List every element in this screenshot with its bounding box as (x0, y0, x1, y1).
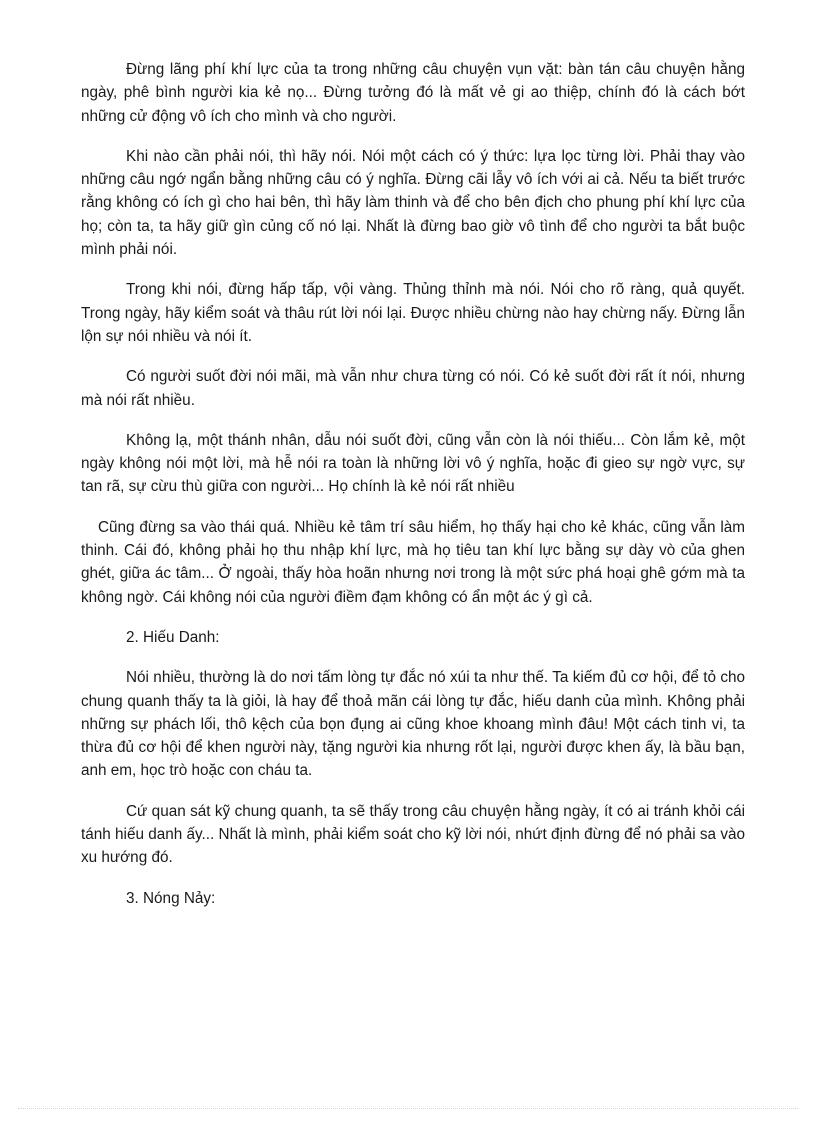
paragraph-3: Trong khi nói, đừng hấp tấp, vội vàng. Thủng thỉnh mà nói. Nói cho rõ ràng, quả quyết. Trong ngày, hãy kiểm soát và thâu rút lời nói lại. Được nhiều chừng nào hay chừng nấy. Đừng lẫn lộn sự nói nhiều và nói ít. (81, 281, 745, 345)
document-body (81, 58, 745, 927)
paragraph-5: Không lạ, một thánh nhân, dẫu nói suốt đời, cũng vẫn còn là nói thiếu... Còn lắm kẻ, một ngày không nói một lời, mà hễ nói ra toàn là những lời vô ý nghĩa, hoặc đi gieo sự ngờ vực, sự tan rã, sự cừu thù giữa con người... Họ chính là kẻ nói rất nhiều (81, 431, 745, 496)
paragraph-7: Nói nhiều, thường là do nơi tấm lòng tự đắc nó xúi ta như thế. Ta kiếm đủ cơ hội, để tỏ cho chung quanh thấy ta là giỏi, là hay để thoả mãn cái lòng tự đắc, hiếu danh của mình. Không phải những sự phách lối, thô kệch của bọn đụng ai cũng khoe khoang mình đâu! Một cách tinh vi, ta thừa đủ cơ hội để khen người này, tặng người kia nhưng rốt lại, người được khen ấy, là bầu bạn, anh em, học trò hoặc con cháu ta. (81, 669, 745, 780)
paragraph-4: Có người suốt đời nói mãi, mà vẫn như chưa từng có nói. Có kẻ suốt đời rất ít nói, nhưng mà nói rất nhiều. (81, 368, 745, 409)
section-heading-hieu-danh: 2. Hiếu Danh: (126, 628, 220, 646)
section-heading-nong-nay: 3. Nóng Nảy: (126, 889, 216, 907)
paragraph-1: Đừng lãng phí khí lực của ta trong những câu chuyện vụn vặt: bàn tán câu chuyện hằng ngày, phê bình người kia kẻ nọ... Đừng tưởng đó là mất vẻ gi ao thiệp, chính đó là cách bớt những cử động vô ích cho mình và cho người. (81, 61, 745, 125)
paragraph-6: Cũng đừng sa vào thái quá. Nhiều kẻ tâm trí sâu hiểm, họ thấy hại cho kẻ khác, cũng vẫn làm thinh. Cái đó, không phải họ thu nhập khí lực, mà họ tiêu tan khí lực bằng sự dày vò của ghen ghét, giữa ác tâm... Ở ngoài, thấy hòa hoãn nhưng nơi trong là một sức phá hoại ghê gớm mà ta không ngờ. Cái không nói của người điềm đạm không có ẩn một ác ý gì cả. (81, 518, 745, 606)
paragraph-2: Khi nào cần phải nói, thì hãy nói. Nói một cách có ý thức: lựa lọc từng lời. Phải thay vào những câu ngớ ngẩn bằng những câu có ý nghĩa. Đừng cãi lẫy vô ích với ai cả. Nếu ta biết trước rằng không có ích gì cho hai bên, thì hãy làm thinh và để cho bên địch cho phung phí khí lực của họ; còn ta, ta hãy giữ gìn củng cố nó lại. Nhất là đừng bao giờ vô tình để cho người ta bắt buộc mình phải nói. (81, 147, 745, 259)
paragraph-8: Cứ quan sát kỹ chung quanh, ta sẽ thấy trong câu chuyện hằng ngày, ít có ai tránh khỏi cái tánh hiếu danh ấy... Nhất là mình, phải kiểm soát cho kỹ lời nói, nhứt định đừng để nó phải sa vào xu hướng đó. (81, 802, 745, 867)
page-bottom-divider (18, 1108, 798, 1109)
